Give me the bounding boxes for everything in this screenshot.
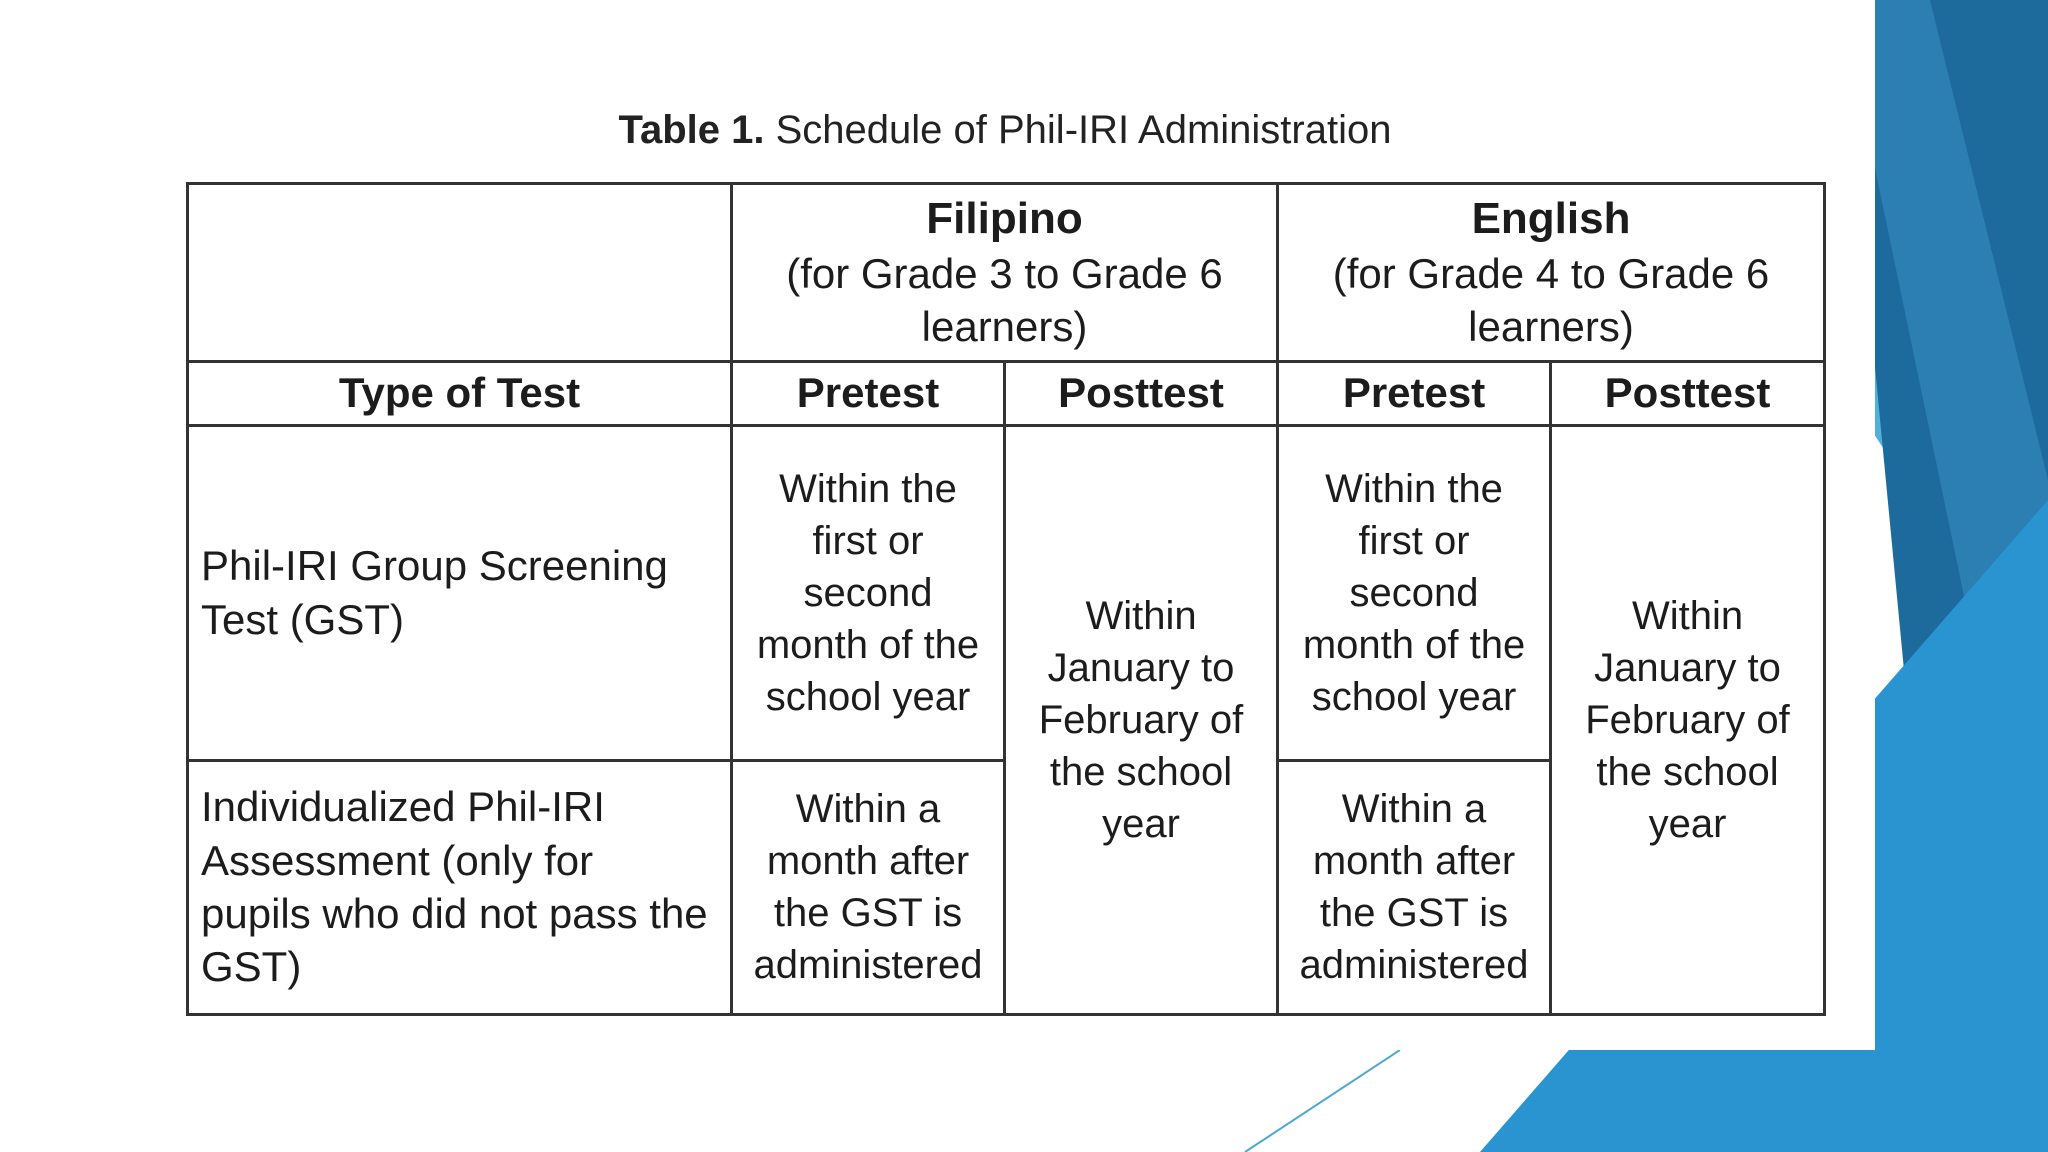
group-subtitle: (for Grade 3 to Grade 6 learners) — [786, 249, 1223, 351]
column-header-type-of-test: Type of Test — [188, 361, 732, 425]
table-row — [188, 425, 1825, 760]
table-group-header-row — [188, 184, 1825, 362]
caption-text: Schedule of Phil-IRI Administration — [764, 108, 1392, 152]
cell-filipino-posttest: Within January to February of the school year — [1005, 425, 1278, 1014]
english-group-header — [1278, 184, 1825, 362]
column-header-english-posttest: Posttest — [1551, 361, 1825, 425]
group-name: English — [1471, 194, 1631, 243]
row-label-gst: Phil-IRI Group Screening Test (GST) — [188, 425, 732, 760]
group-name: Filipino — [926, 194, 1083, 243]
group-subtitle: (for Grade 4 to Grade 6 learners) — [1332, 249, 1770, 351]
row-label-individualized: Individualized Phil-IRI Assessment (only for pupils who did not pass the GST) — [188, 760, 732, 1014]
filipino-group-header — [732, 184, 1278, 362]
cell-english-posttest: Within January to February of the school year — [1551, 425, 1825, 1014]
cell-gst-english-pretest: Within the first or second month of the school year — [1278, 425, 1551, 760]
empty-corner-cell — [188, 184, 732, 362]
column-header-filipino-posttest: Posttest — [1005, 361, 1278, 425]
schedule-table — [186, 182, 1826, 1016]
cell-individualized-english-pretest: Within a month after the GST is administered — [1278, 760, 1551, 1014]
column-header-filipino-pretest: Pretest — [732, 361, 1005, 425]
table-column-header-row — [188, 361, 1825, 425]
column-header-english-pretest: Pretest — [1278, 361, 1551, 425]
bottom-accent-line — [1245, 1050, 1400, 1152]
caption-label: Table 1. — [618, 108, 765, 152]
cell-individualized-filipino-pretest: Within a month after the GST is administered — [732, 760, 1005, 1014]
cell-gst-filipino-pretest: Within the first or second month of the school year — [732, 425, 1005, 760]
table-caption — [0, 108, 2010, 153]
